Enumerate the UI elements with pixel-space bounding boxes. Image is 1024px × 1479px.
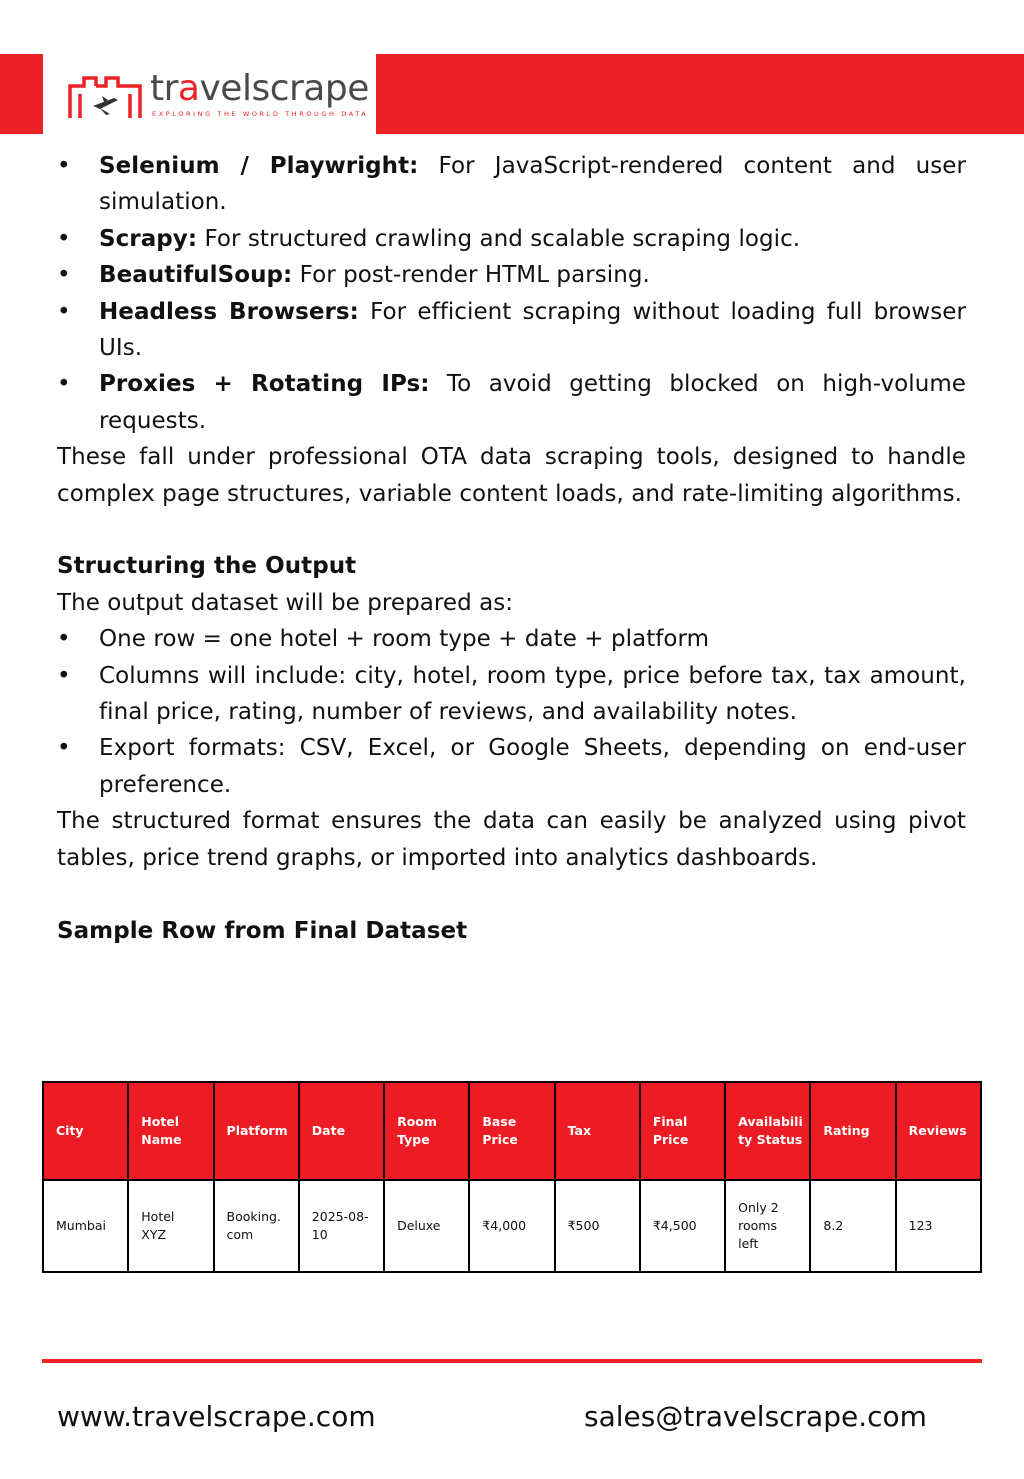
list-item: • Scrapy: For structured crawling and scalable scraping logic. xyxy=(57,221,966,257)
table-cell: Hotel XYZ xyxy=(128,1180,213,1272)
table-cell: Booking. com xyxy=(214,1180,299,1272)
sample-dataset-table xyxy=(42,1081,982,1273)
suitcase-plane-icon xyxy=(66,72,144,122)
header-cell: Final Price xyxy=(640,1082,725,1180)
header-cell: Platform xyxy=(214,1082,299,1180)
section-heading: Structuring the Output xyxy=(57,553,357,580)
table-cell: 8.2 xyxy=(810,1180,895,1272)
bullet: • xyxy=(57,735,71,762)
table-cell: ₹500 xyxy=(555,1180,640,1272)
bullet: • xyxy=(57,153,71,179)
header-cell: Rating xyxy=(810,1082,895,1180)
page-content xyxy=(57,148,966,949)
table-header-row xyxy=(43,1082,981,1180)
header-cell: Base Price xyxy=(469,1082,554,1180)
header-band-left xyxy=(0,54,43,134)
table-cell: ₹4,500 xyxy=(640,1180,725,1272)
table-cell: 2025-08- 10 xyxy=(299,1180,384,1272)
list-item: • Proxies + Rotating IPs: To avoid getting blocked on high-volume requests. xyxy=(57,366,966,439)
header-cell: Tax xyxy=(555,1082,640,1180)
list-item: • BeautifulSoup: For post-render HTML parsing. xyxy=(57,257,966,293)
table-row xyxy=(43,1180,981,1272)
header-band-right xyxy=(376,54,1024,134)
bullet: • xyxy=(57,626,71,653)
header-cell: Room Type xyxy=(384,1082,469,1180)
paragraph: The structured format ensures the data can easily be analyzed using pivot tables, price trend graphs, or imported into analytics dashboards. xyxy=(57,808,966,871)
bullet: • xyxy=(57,225,71,252)
header-cell: City xyxy=(43,1082,128,1180)
section-heading: Sample Row from Final Dataset xyxy=(57,917,468,944)
list-item: • Headless Browsers: For efficient scraping without loading full browser UIs. xyxy=(57,294,966,367)
bullet: • xyxy=(57,371,71,398)
list-item: • Selenium / Playwright: For JavaScript-rendered content and user simulation. xyxy=(57,148,966,221)
header-cell: Reviews xyxy=(896,1082,981,1180)
footer-divider xyxy=(42,1359,982,1363)
list-item: • One row = one hotel + room type + date + platform xyxy=(57,621,966,657)
list-item: • Export formats: CSV, Excel, or Google Sheets, depending on end-user preference. xyxy=(57,730,966,803)
brand-logo xyxy=(66,68,369,124)
bullet: • xyxy=(57,298,71,325)
table-cell: Deluxe xyxy=(384,1180,469,1272)
bullet: • xyxy=(57,662,71,689)
table-cell: Only 2 rooms left xyxy=(725,1180,810,1272)
list-item: • Columns will include: city, hotel, room type, price before tax, tax amount, final price, rating, number of reviews, and availability notes. xyxy=(57,658,966,731)
table-cell: Mumbai xyxy=(43,1180,128,1272)
paragraph: The output dataset will be prepared as: xyxy=(57,589,514,616)
header-cell: Date xyxy=(299,1082,384,1180)
paragraph: These fall under professional OTA data scraping tools, designed to handle complex page structures, variable content loads, and rate-limiting algorithms. xyxy=(57,444,966,507)
brand-wordmark: travelscrape xyxy=(150,68,369,109)
table-cell: 123 xyxy=(896,1180,981,1272)
header-cell: Availabili ty Status xyxy=(725,1082,810,1180)
footer-website-link[interactable]: www.travelscrape.com xyxy=(57,1400,376,1433)
bullet: • xyxy=(57,262,71,289)
brand-tagline: EXPLORING THE WORLD THROUGH DATA xyxy=(152,110,369,118)
footer-email-link[interactable]: sales@travelscrape.com xyxy=(584,1400,927,1433)
table-cell: ₹4,000 xyxy=(469,1180,554,1272)
header-cell: Hotel Name xyxy=(128,1082,213,1180)
